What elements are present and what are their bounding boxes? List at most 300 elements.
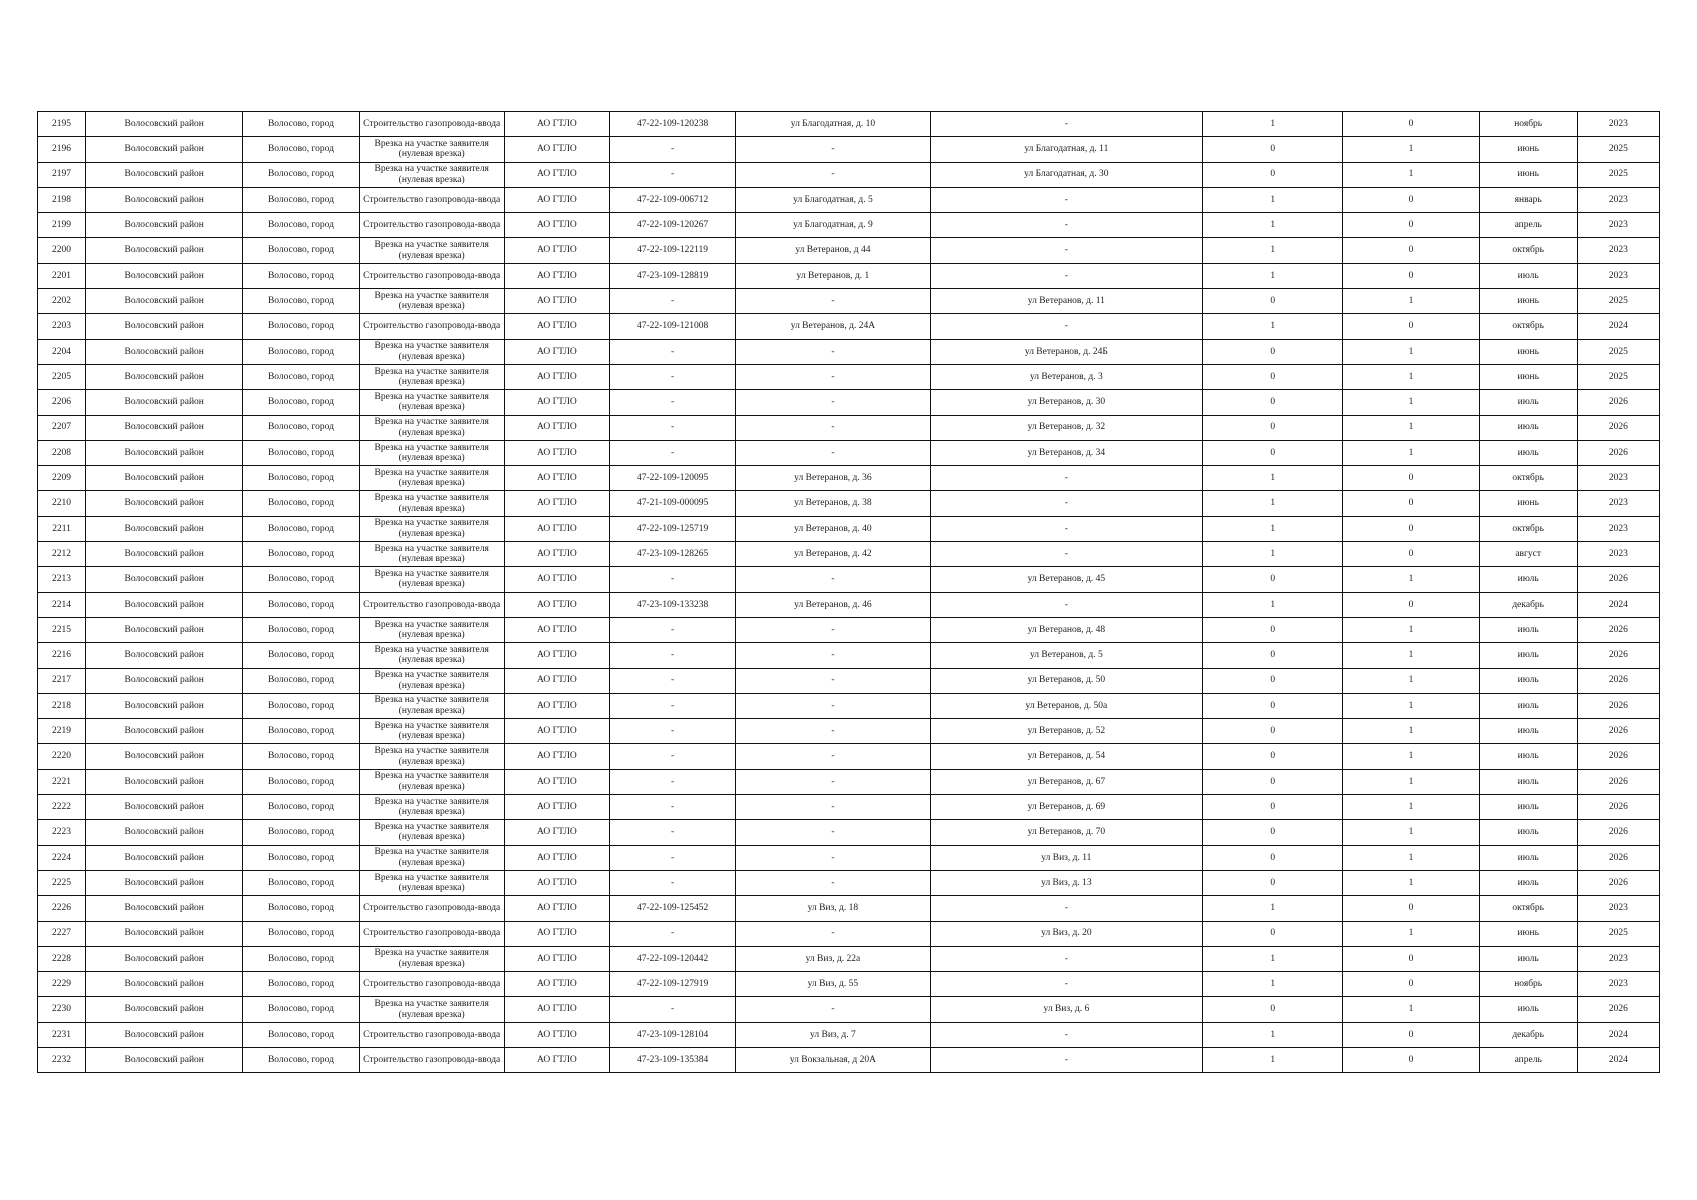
contract-number-cell: 47-23-109-128104	[610, 1022, 736, 1047]
work-type-cell: Врезка на участке заявителя (нулевая врезка)	[359, 466, 504, 491]
locality-cell: Волосово, город	[243, 112, 359, 137]
contract-number-cell: -	[610, 820, 736, 845]
count-b-cell: 0	[1343, 112, 1479, 137]
count-a-cell: 0	[1203, 921, 1343, 946]
count-a-cell: 1	[1203, 542, 1343, 567]
district-cell: Волосовский район	[86, 516, 243, 541]
month-cell: июль	[1479, 845, 1577, 870]
month-cell: июль	[1479, 643, 1577, 668]
work-type-cell: Врезка на участке заявителя (нулевая врезка)	[359, 567, 504, 592]
count-a-cell: 1	[1203, 187, 1343, 212]
count-b-cell: 0	[1343, 238, 1479, 263]
row-number-cell: 2205	[38, 364, 86, 389]
address-cell: ул Ветеранов, д 44	[736, 238, 930, 263]
count-a-cell: 1	[1203, 491, 1343, 516]
district-cell: Волосовский район	[86, 719, 243, 744]
locality-cell: Волосово, город	[243, 213, 359, 238]
year-cell: 2023	[1577, 516, 1659, 541]
locality-cell: Волосово, город	[243, 466, 359, 491]
organization-cell: АО ГТЛО	[504, 870, 609, 895]
count-b-cell: 0	[1343, 516, 1479, 541]
applicant-address-cell: -	[930, 187, 1203, 212]
locality-cell: Волосово, город	[243, 542, 359, 567]
locality-cell: Волосово, город	[243, 744, 359, 769]
table-row	[38, 238, 1660, 263]
district-cell: Волосовский район	[86, 845, 243, 870]
district-cell: Волосовский район	[86, 870, 243, 895]
work-type-cell: Врезка на участке заявителя (нулевая врезка)	[359, 870, 504, 895]
work-type-cell: Врезка на участке заявителя (нулевая врезка)	[359, 769, 504, 794]
table-row	[38, 339, 1660, 364]
month-cell: июль	[1479, 820, 1577, 845]
row-number-cell: 2207	[38, 415, 86, 440]
row-number-cell: 2226	[38, 896, 86, 921]
year-cell: 2026	[1577, 390, 1659, 415]
month-cell: октябрь	[1479, 516, 1577, 541]
locality-cell: Волосово, город	[243, 921, 359, 946]
table-row	[38, 314, 1660, 339]
contract-number-cell: -	[610, 289, 736, 314]
work-type-cell: Врезка на участке заявителя (нулевая врезка)	[359, 516, 504, 541]
address-cell: ул Ветеранов, д. 40	[736, 516, 930, 541]
district-cell: Волосовский район	[86, 542, 243, 567]
district-cell: Волосовский район	[86, 364, 243, 389]
applicant-address-cell: ул Ветеранов, д. 30	[930, 390, 1203, 415]
district-cell: Волосовский район	[86, 466, 243, 491]
table-row	[38, 213, 1660, 238]
count-b-cell: 1	[1343, 440, 1479, 465]
address-cell: -	[736, 820, 930, 845]
district-cell: Волосовский район	[86, 1047, 243, 1072]
month-cell: октябрь	[1479, 314, 1577, 339]
applicant-address-cell: -	[930, 516, 1203, 541]
year-cell: 2023	[1577, 896, 1659, 921]
month-cell: июль	[1479, 617, 1577, 642]
count-a-cell: 0	[1203, 415, 1343, 440]
month-cell: июнь	[1479, 339, 1577, 364]
applicant-address-cell: ул Виз, д. 6	[930, 997, 1203, 1022]
organization-cell: АО ГТЛО	[504, 795, 609, 820]
applicant-address-cell: ул Ветеранов, д. 24Б	[930, 339, 1203, 364]
row-number-cell: 2227	[38, 921, 86, 946]
table-row	[38, 820, 1660, 845]
district-cell: Волосовский район	[86, 289, 243, 314]
organization-cell: АО ГТЛО	[504, 238, 609, 263]
year-cell: 2026	[1577, 719, 1659, 744]
count-b-cell: 0	[1343, 1047, 1479, 1072]
month-cell: октябрь	[1479, 466, 1577, 491]
year-cell: 2023	[1577, 263, 1659, 288]
count-b-cell: 1	[1343, 137, 1479, 162]
applicant-address-cell: ул Ветеранов, д. 48	[930, 617, 1203, 642]
work-type-cell: Врезка на участке заявителя (нулевая врезка)	[359, 820, 504, 845]
row-number-cell: 2225	[38, 870, 86, 895]
month-cell: июль	[1479, 997, 1577, 1022]
month-cell: июль	[1479, 870, 1577, 895]
organization-cell: АО ГТЛО	[504, 263, 609, 288]
year-cell: 2026	[1577, 440, 1659, 465]
year-cell: 2024	[1577, 1022, 1659, 1047]
work-type-cell: Строительство газопровода-ввода	[359, 972, 504, 997]
row-number-cell: 2197	[38, 162, 86, 187]
organization-cell: АО ГТЛО	[504, 693, 609, 718]
district-cell: Волосовский район	[86, 440, 243, 465]
organization-cell: АО ГТЛО	[504, 466, 609, 491]
table-row	[38, 1022, 1660, 1047]
contract-number-cell: 47-22-109-121008	[610, 314, 736, 339]
table-row	[38, 870, 1660, 895]
count-a-cell: 1	[1203, 1047, 1343, 1072]
address-cell: -	[736, 744, 930, 769]
count-a-cell: 0	[1203, 719, 1343, 744]
organization-cell: АО ГТЛО	[504, 516, 609, 541]
count-a-cell: 1	[1203, 516, 1343, 541]
locality-cell: Волосово, город	[243, 491, 359, 516]
row-number-cell: 2195	[38, 112, 86, 137]
count-b-cell: 0	[1343, 896, 1479, 921]
table-row	[38, 187, 1660, 212]
year-cell: 2026	[1577, 769, 1659, 794]
address-cell: -	[736, 567, 930, 592]
applicant-address-cell: ул Ветеранов, д. 54	[930, 744, 1203, 769]
month-cell: октябрь	[1479, 896, 1577, 921]
applicant-address-cell: ул Виз, д. 11	[930, 845, 1203, 870]
contract-number-cell: -	[610, 744, 736, 769]
month-cell: июль	[1479, 769, 1577, 794]
row-number-cell: 2210	[38, 491, 86, 516]
year-cell: 2026	[1577, 567, 1659, 592]
table-body	[38, 112, 1660, 1073]
address-cell: -	[736, 415, 930, 440]
address-cell: ул Виз, д. 18	[736, 896, 930, 921]
table-row	[38, 390, 1660, 415]
count-b-cell: 0	[1343, 542, 1479, 567]
contract-number-cell: -	[610, 719, 736, 744]
work-type-cell: Врезка на участке заявителя (нулевая врезка)	[359, 137, 504, 162]
row-number-cell: 2231	[38, 1022, 86, 1047]
table-row	[38, 617, 1660, 642]
locality-cell: Волосово, город	[243, 289, 359, 314]
contract-number-cell: -	[610, 845, 736, 870]
count-a-cell: 0	[1203, 643, 1343, 668]
table-row	[38, 466, 1660, 491]
count-a-cell: 0	[1203, 795, 1343, 820]
locality-cell: Волосово, город	[243, 415, 359, 440]
locality-cell: Волосово, город	[243, 137, 359, 162]
month-cell: июнь	[1479, 162, 1577, 187]
count-a-cell: 1	[1203, 592, 1343, 617]
month-cell: октябрь	[1479, 238, 1577, 263]
address-cell: ул Ветеранов, д. 24А	[736, 314, 930, 339]
count-b-cell: 0	[1343, 314, 1479, 339]
applicant-address-cell: -	[930, 263, 1203, 288]
applicant-address-cell: ул Ветеранов, д. 52	[930, 719, 1203, 744]
year-cell: 2025	[1577, 364, 1659, 389]
table-row	[38, 592, 1660, 617]
table-row	[38, 364, 1660, 389]
contract-number-cell: 47-22-109-120442	[610, 946, 736, 971]
row-number-cell: 2202	[38, 289, 86, 314]
address-cell: ул Виз, д. 22а	[736, 946, 930, 971]
contract-number-cell: -	[610, 162, 736, 187]
contract-number-cell: -	[610, 643, 736, 668]
locality-cell: Волосово, город	[243, 187, 359, 212]
locality-cell: Волосово, город	[243, 693, 359, 718]
count-b-cell: 1	[1343, 845, 1479, 870]
organization-cell: АО ГТЛО	[504, 617, 609, 642]
organization-cell: АО ГТЛО	[504, 390, 609, 415]
year-cell: 2024	[1577, 314, 1659, 339]
count-b-cell: 1	[1343, 289, 1479, 314]
year-cell: 2023	[1577, 491, 1659, 516]
month-cell: июль	[1479, 946, 1577, 971]
work-type-cell: Врезка на участке заявителя (нулевая врезка)	[359, 997, 504, 1022]
contract-number-cell: 47-23-109-133238	[610, 592, 736, 617]
table-row	[38, 921, 1660, 946]
address-cell: -	[736, 390, 930, 415]
applicant-address-cell: -	[930, 972, 1203, 997]
table-row	[38, 440, 1660, 465]
month-cell: декабрь	[1479, 592, 1577, 617]
year-cell: 2026	[1577, 668, 1659, 693]
count-a-cell: 0	[1203, 997, 1343, 1022]
organization-cell: АО ГТЛО	[504, 820, 609, 845]
contract-number-cell: 47-23-109-135384	[610, 1047, 736, 1072]
address-cell: -	[736, 643, 930, 668]
row-number-cell: 2212	[38, 542, 86, 567]
count-b-cell: 1	[1343, 668, 1479, 693]
work-type-cell: Врезка на участке заявителя (нулевая врезка)	[359, 491, 504, 516]
district-cell: Волосовский район	[86, 162, 243, 187]
count-b-cell: 0	[1343, 1022, 1479, 1047]
address-cell: -	[736, 997, 930, 1022]
count-b-cell: 1	[1343, 693, 1479, 718]
locality-cell: Волосово, город	[243, 314, 359, 339]
table-row	[38, 491, 1660, 516]
contract-number-cell: 47-22-109-120238	[610, 112, 736, 137]
count-b-cell: 1	[1343, 643, 1479, 668]
count-b-cell: 0	[1343, 187, 1479, 212]
year-cell: 2026	[1577, 693, 1659, 718]
locality-cell: Волосово, город	[243, 516, 359, 541]
count-a-cell: 1	[1203, 972, 1343, 997]
work-type-cell: Врезка на участке заявителя (нулевая врезка)	[359, 643, 504, 668]
month-cell: июнь	[1479, 921, 1577, 946]
count-b-cell: 1	[1343, 820, 1479, 845]
work-type-cell: Врезка на участке заявителя (нулевая врезка)	[359, 289, 504, 314]
year-cell: 2025	[1577, 339, 1659, 364]
address-cell: ул Благодатная, д. 10	[736, 112, 930, 137]
month-cell: январь	[1479, 187, 1577, 212]
district-cell: Волосовский район	[86, 972, 243, 997]
count-a-cell: 0	[1203, 440, 1343, 465]
organization-cell: АО ГТЛО	[504, 845, 609, 870]
year-cell: 2025	[1577, 289, 1659, 314]
address-cell: -	[736, 137, 930, 162]
district-cell: Волосовский район	[86, 820, 243, 845]
count-a-cell: 1	[1203, 466, 1343, 491]
locality-cell: Волосово, город	[243, 1022, 359, 1047]
work-type-cell: Врезка на участке заявителя (нулевая врезка)	[359, 617, 504, 642]
month-cell: июль	[1479, 668, 1577, 693]
row-number-cell: 2208	[38, 440, 86, 465]
work-type-cell: Строительство газопровода-ввода	[359, 592, 504, 617]
applicant-address-cell: -	[930, 896, 1203, 921]
contract-number-cell: -	[610, 693, 736, 718]
year-cell: 2026	[1577, 617, 1659, 642]
count-a-cell: 0	[1203, 769, 1343, 794]
month-cell: декабрь	[1479, 1022, 1577, 1047]
count-b-cell: 1	[1343, 719, 1479, 744]
contract-number-cell: -	[610, 795, 736, 820]
address-cell: ул Виз, д. 55	[736, 972, 930, 997]
row-number-cell: 2217	[38, 668, 86, 693]
table-row	[38, 1047, 1660, 1072]
row-number-cell: 2209	[38, 466, 86, 491]
contract-number-cell: -	[610, 567, 736, 592]
address-cell: ул Благодатная, д. 5	[736, 187, 930, 212]
count-b-cell: 1	[1343, 390, 1479, 415]
locality-cell: Волосово, город	[243, 845, 359, 870]
locality-cell: Волосово, город	[243, 946, 359, 971]
district-cell: Волосовский район	[86, 946, 243, 971]
contract-number-cell: 47-22-109-125719	[610, 516, 736, 541]
work-type-cell: Строительство газопровода-ввода	[359, 314, 504, 339]
year-cell: 2023	[1577, 213, 1659, 238]
locality-cell: Волосово, город	[243, 263, 359, 288]
applicant-address-cell: -	[930, 112, 1203, 137]
month-cell: июнь	[1479, 364, 1577, 389]
table-row	[38, 896, 1660, 921]
count-a-cell: 0	[1203, 820, 1343, 845]
district-cell: Волосовский район	[86, 187, 243, 212]
count-b-cell: 1	[1343, 364, 1479, 389]
locality-cell: Волосово, город	[243, 668, 359, 693]
row-number-cell: 2198	[38, 187, 86, 212]
address-cell: ул Ветеранов, д. 1	[736, 263, 930, 288]
organization-cell: АО ГТЛО	[504, 213, 609, 238]
work-type-cell: Врезка на участке заявителя (нулевая врезка)	[359, 946, 504, 971]
work-type-cell: Врезка на участке заявителя (нулевая врезка)	[359, 415, 504, 440]
count-b-cell: 0	[1343, 466, 1479, 491]
month-cell: июнь	[1479, 137, 1577, 162]
organization-cell: АО ГТЛО	[504, 364, 609, 389]
organization-cell: АО ГТЛО	[504, 415, 609, 440]
organization-cell: АО ГТЛО	[504, 542, 609, 567]
work-type-cell: Строительство газопровода-ввода	[359, 921, 504, 946]
address-cell: -	[736, 693, 930, 718]
work-type-cell: Врезка на участке заявителя (нулевая врезка)	[359, 668, 504, 693]
address-cell: ул Благодатная, д. 9	[736, 213, 930, 238]
work-type-cell: Врезка на участке заявителя (нулевая врезка)	[359, 744, 504, 769]
count-a-cell: 0	[1203, 845, 1343, 870]
organization-cell: АО ГТЛО	[504, 1047, 609, 1072]
applicant-address-cell: ул Ветеранов, д. 70	[930, 820, 1203, 845]
contract-number-cell: -	[610, 339, 736, 364]
row-number-cell: 2203	[38, 314, 86, 339]
district-cell: Волосовский район	[86, 390, 243, 415]
contract-number-cell: 47-22-109-125452	[610, 896, 736, 921]
contract-number-cell: -	[610, 870, 736, 895]
address-cell: -	[736, 845, 930, 870]
applicant-address-cell: -	[930, 491, 1203, 516]
district-cell: Волосовский район	[86, 112, 243, 137]
organization-cell: АО ГТЛО	[504, 339, 609, 364]
table-row	[38, 744, 1660, 769]
table-row	[38, 972, 1660, 997]
applicant-address-cell: ул Ветеранов, д. 32	[930, 415, 1203, 440]
locality-cell: Волосово, город	[243, 972, 359, 997]
row-number-cell: 2219	[38, 719, 86, 744]
row-number-cell: 2199	[38, 213, 86, 238]
address-cell: ул Вокзальная, д 20А	[736, 1047, 930, 1072]
address-cell: -	[736, 668, 930, 693]
organization-cell: АО ГТЛО	[504, 896, 609, 921]
contract-number-cell: 47-22-109-006712	[610, 187, 736, 212]
data-table	[37, 111, 1660, 1073]
count-b-cell: 0	[1343, 263, 1479, 288]
contract-number-cell: -	[610, 415, 736, 440]
year-cell: 2026	[1577, 643, 1659, 668]
year-cell: 2023	[1577, 972, 1659, 997]
count-b-cell: 1	[1343, 795, 1479, 820]
count-a-cell: 0	[1203, 744, 1343, 769]
count-b-cell: 1	[1343, 870, 1479, 895]
applicant-address-cell: -	[930, 213, 1203, 238]
count-a-cell: 1	[1203, 946, 1343, 971]
count-a-cell: 0	[1203, 364, 1343, 389]
table-row	[38, 567, 1660, 592]
locality-cell: Волосово, город	[243, 896, 359, 921]
month-cell: июль	[1479, 390, 1577, 415]
locality-cell: Волосово, город	[243, 440, 359, 465]
locality-cell: Волосово, город	[243, 769, 359, 794]
count-a-cell: 0	[1203, 617, 1343, 642]
count-b-cell: 1	[1343, 567, 1479, 592]
district-cell: Волосовский район	[86, 491, 243, 516]
organization-cell: АО ГТЛО	[504, 314, 609, 339]
row-number-cell: 2223	[38, 820, 86, 845]
count-b-cell: 1	[1343, 162, 1479, 187]
district-cell: Волосовский район	[86, 921, 243, 946]
applicant-address-cell: ул Ветеранов, д. 45	[930, 567, 1203, 592]
year-cell: 2026	[1577, 795, 1659, 820]
row-number-cell: 2201	[38, 263, 86, 288]
work-type-cell: Врезка на участке заявителя (нулевая врезка)	[359, 390, 504, 415]
applicant-address-cell: ул Ветеранов, д. 50	[930, 668, 1203, 693]
applicant-address-cell: -	[930, 542, 1203, 567]
count-a-cell: 1	[1203, 314, 1343, 339]
row-number-cell: 2218	[38, 693, 86, 718]
table-row	[38, 795, 1660, 820]
contract-number-cell: -	[610, 921, 736, 946]
table-row	[38, 719, 1660, 744]
month-cell: ноябрь	[1479, 972, 1577, 997]
month-cell: июль	[1479, 440, 1577, 465]
month-cell: июль	[1479, 415, 1577, 440]
row-number-cell: 2229	[38, 972, 86, 997]
address-cell: -	[736, 440, 930, 465]
work-type-cell: Строительство газопровода-ввода	[359, 1047, 504, 1072]
district-cell: Волосовский район	[86, 567, 243, 592]
locality-cell: Волосово, город	[243, 162, 359, 187]
year-cell: 2026	[1577, 845, 1659, 870]
locality-cell: Волосово, город	[243, 643, 359, 668]
district-cell: Волосовский район	[86, 137, 243, 162]
count-a-cell: 0	[1203, 339, 1343, 364]
organization-cell: АО ГТЛО	[504, 187, 609, 212]
count-b-cell: 1	[1343, 339, 1479, 364]
